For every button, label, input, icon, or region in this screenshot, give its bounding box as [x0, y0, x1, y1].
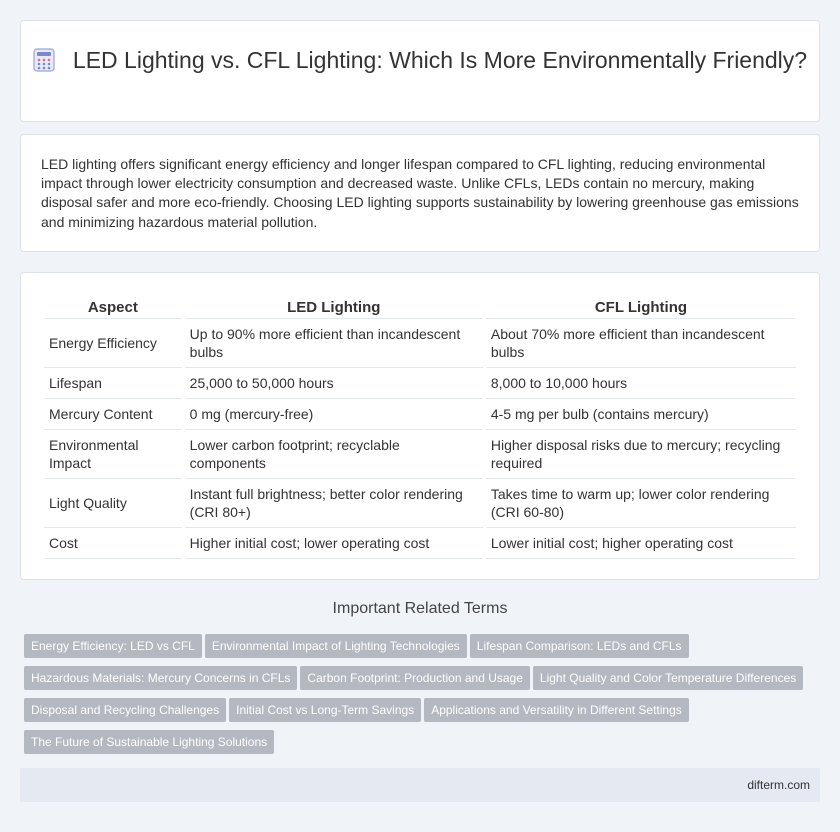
cell-cfl: 8,000 to 10,000 hours: [486, 368, 796, 399]
title-card: [20, 20, 820, 122]
header-aspect: Aspect: [44, 293, 182, 319]
cell-led: Lower carbon footprint; recyclable components: [185, 430, 483, 479]
cell-cfl: Higher disposal risks due to mercury; recycling required: [486, 430, 796, 479]
table-row: [44, 528, 796, 559]
cell-aspect: Energy Efficiency: [44, 319, 182, 368]
page-title: LED Lighting vs. CFL Lighting: Which Is More Environmentally Friendly?: [72, 47, 808, 73]
table-row: [44, 399, 796, 430]
header-led: LED Lighting: [185, 293, 483, 319]
cell-led: 0 mg (mercury-free): [185, 399, 483, 430]
page-title-wrap: [21, 45, 819, 75]
cell-led: Up to 90% more efficient than incandescent bulbs: [185, 319, 483, 368]
related-term-tag[interactable]: Hazardous Materials: Mercury Concerns in CFLs: [24, 666, 297, 690]
cell-cfl: Takes time to warm up; lower color rendering (CRI 60-80): [486, 479, 796, 528]
related-terms-tags: [24, 634, 814, 762]
related-term-tag[interactable]: Energy Efficiency: LED vs CFL: [24, 634, 202, 658]
cell-aspect: Cost: [44, 528, 182, 559]
cell-aspect: Lifespan: [44, 368, 182, 399]
calculator-icon: [33, 48, 55, 72]
footer: [20, 768, 820, 802]
intro-text: LED lighting offers significant energy efficiency and longer lifespan compared to CFL lighting, reducing environmental impact through lower electricity consumption and decreased waste. Unlike CFLs, LEDs contain no mercury, making disposal safer and more eco-friendly. Choosing LED lighting supports sustainability by lowering greenhouse gas emissions and minimizing hazardous material pollution.: [41, 156, 799, 230]
related-term-tag[interactable]: Disposal and Recycling Challenges: [24, 698, 226, 722]
table-row: [44, 430, 796, 479]
related-term-tag[interactable]: Light Quality and Color Temperature Differences: [533, 666, 803, 690]
cell-led: 25,000 to 50,000 hours: [185, 368, 483, 399]
cell-aspect: Mercury Content: [44, 399, 182, 430]
cell-cfl: About 70% more efficient than incandescent bulbs: [486, 319, 796, 368]
related-term-tag[interactable]: Environmental Impact of Lighting Technologies: [205, 634, 467, 658]
cell-led: Instant full brightness; better color rendering (CRI 80+): [185, 479, 483, 528]
cell-aspect: Light Quality: [44, 479, 182, 528]
table-header-row: [44, 293, 796, 319]
related-term-tag[interactable]: Carbon Footprint: Production and Usage: [300, 666, 529, 690]
related-term-tag[interactable]: Initial Cost vs Long-Term Savings: [229, 698, 421, 722]
comparison-table: [41, 293, 799, 559]
table-row: [44, 319, 796, 368]
header-cfl: CFL Lighting: [486, 293, 796, 319]
related-terms-title: Important Related Terms: [332, 600, 508, 617]
intro-card: [20, 134, 820, 252]
related-term-tag[interactable]: The Future of Sustainable Lighting Solutions: [24, 730, 274, 754]
footer-site-link[interactable]: difterm.com: [747, 778, 810, 792]
cell-cfl: Lower initial cost; higher operating cost: [486, 528, 796, 559]
comparison-table-card: [20, 272, 820, 580]
table-row: [44, 479, 796, 528]
related-term-tag[interactable]: Lifespan Comparison: LEDs and CFLs: [470, 634, 689, 658]
cell-aspect: Environmental Impact: [44, 430, 182, 479]
related-term-tag[interactable]: Applications and Versatility in Different Settings: [424, 698, 689, 722]
table-row: [44, 368, 796, 399]
cell-cfl: 4-5 mg per bulb (contains mercury): [486, 399, 796, 430]
cell-led: Higher initial cost; lower operating cost: [185, 528, 483, 559]
